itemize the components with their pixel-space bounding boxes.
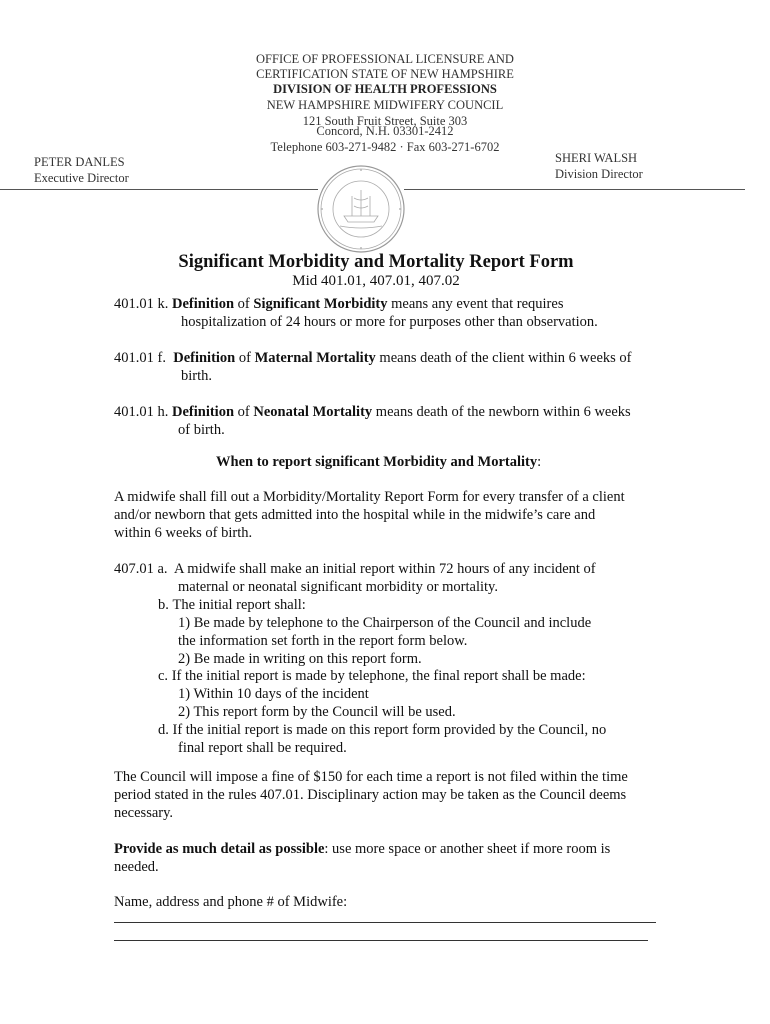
provide-detail-cont: needed. (114, 859, 159, 875)
definition-maternal-cont: birth. (181, 368, 213, 384)
header-rule-right (404, 189, 745, 190)
left-official-name: PETER DANLES (34, 155, 125, 169)
definition-text: means death of the client within 6 weeks of (375, 350, 632, 366)
definition-neonatal (114, 403, 631, 421)
header-phone-line: Telephone 603-271-9482 · Fax 603-271-6702 (270, 140, 500, 154)
header-council-line: NEW HAMPSHIRE MIDWIFERY COUNCIL (266, 98, 504, 112)
rule-text: The initial report shall: (172, 597, 306, 613)
form-title: Significant Morbidity and Mortality Report Form (178, 252, 574, 272)
midwife-info-line-2[interactable] (114, 940, 648, 941)
rule-label: b. (158, 597, 169, 613)
rule-407-a-cont: maternal or neonatal significant morbidity or mortality. (178, 579, 498, 595)
rule-407-b2: 2) Be made in writing on this report form. (178, 651, 422, 667)
right-official-role: Division Director (555, 167, 643, 181)
provide-detail-bold: Provide as much detail as possible (114, 841, 325, 857)
provide-detail-text: : use more space or another sheet if more room is (324, 841, 611, 857)
paragraph-line: The Council will impose a fine of $150 for each time a report is not filed within the time (114, 769, 628, 785)
left-official-role: Executive Director (34, 171, 129, 185)
definition-morbidity (114, 295, 563, 313)
rule-407-d (158, 721, 606, 739)
definition-of: of (234, 296, 254, 312)
header-division-line: DIVISION OF HEALTH PROFESSIONS (273, 82, 497, 96)
definition-of: of (235, 350, 255, 366)
definition-text: means death of the newborn within 6 weeks (372, 404, 631, 420)
definition-term: Definition (173, 350, 236, 366)
definition-maternal (114, 349, 632, 367)
rule-407-b1: 1) Be made by telephone to the Chairperson of the Council and include (178, 615, 592, 631)
definition-term: Definition (172, 296, 235, 312)
rule-407-a (114, 560, 596, 578)
paragraph-line: necessary. (114, 805, 174, 821)
header-street-line: 121 South Fruit Street, Suite 303 (302, 114, 468, 128)
rule-ref: 407.01 a. (114, 561, 168, 577)
form-subtitle: Mid 401.01, 407.01, 407.02 (292, 273, 460, 289)
rule-407-d-cont: final report shall be required. (178, 740, 347, 756)
paragraph-line: period stated in the rules 407.01. Disciplinary action may be taken as the Council deems (114, 787, 627, 803)
definition-ref: 401.01 h. (114, 404, 169, 420)
when-heading-colon: : (537, 454, 542, 470)
definition-name: Neonatal Mortality (253, 404, 373, 420)
paragraph-line: A midwife shall fill out a Morbidity/Mortality Report Form for every transfer of a client (114, 489, 625, 505)
definition-term: Definition (172, 404, 235, 420)
paragraph-line: within 6 weeks of birth. (114, 525, 253, 541)
header-city-line: Concord, N.H. 03301-2412 (316, 124, 454, 138)
definition-neonatal-cont: of birth. (178, 422, 225, 438)
provide-detail-note (114, 840, 610, 858)
right-official (555, 150, 643, 182)
when-heading-text: When to report significant Morbidity and Mortality (216, 454, 538, 470)
rule-text: If the initial report is made by telephone, the final report shall be made: (171, 668, 586, 684)
rule-text: A midwife shall make an initial report within 72 hours of any incident of (174, 561, 596, 577)
definition-ref: 401.01 k. (114, 296, 169, 312)
when-to-report-heading (216, 453, 541, 471)
header-office-line: OFFICE OF PROFESSIONAL LICENSURE AND (256, 52, 514, 66)
rule-407-c1: 1) Within 10 days of the incident (178, 686, 369, 702)
right-official-name: SHERI WALSH (555, 151, 638, 165)
rule-label: c. (158, 668, 169, 684)
rule-407-c2: 2) This report form by the Council will be used. (178, 704, 456, 720)
rule-407-b1-cont: the information set forth in the report form below. (178, 633, 468, 649)
midwife-info-line-1[interactable] (114, 922, 656, 923)
midwife-info-label: Name, address and phone # of Midwife: (114, 894, 348, 910)
left-official (34, 154, 129, 186)
header-certification-line: CERTIFICATION STATE OF NEW HAMPSHIRE (256, 67, 514, 81)
definition-name: Maternal Mortality (254, 350, 376, 366)
paragraph-line: and/or newborn that gets admitted into the hospital while in the midwife’s care and (114, 507, 596, 523)
rule-407-c (158, 667, 586, 685)
rule-407-b (158, 596, 306, 614)
header-rule-left (0, 189, 318, 190)
definition-morbidity-cont: hospitalization of 24 hours or more for purposes other than observation. (181, 314, 598, 330)
rule-text: If the initial report is made on this report form provided by the Council, no (172, 722, 607, 738)
definition-ref: 401.01 f. (114, 350, 166, 366)
definition-text: means any event that requires (387, 296, 564, 312)
state-seal-icon (316, 164, 406, 254)
rule-label: d. (158, 722, 169, 738)
definition-name: Significant Morbidity (253, 296, 388, 312)
definition-of: of (234, 404, 254, 420)
